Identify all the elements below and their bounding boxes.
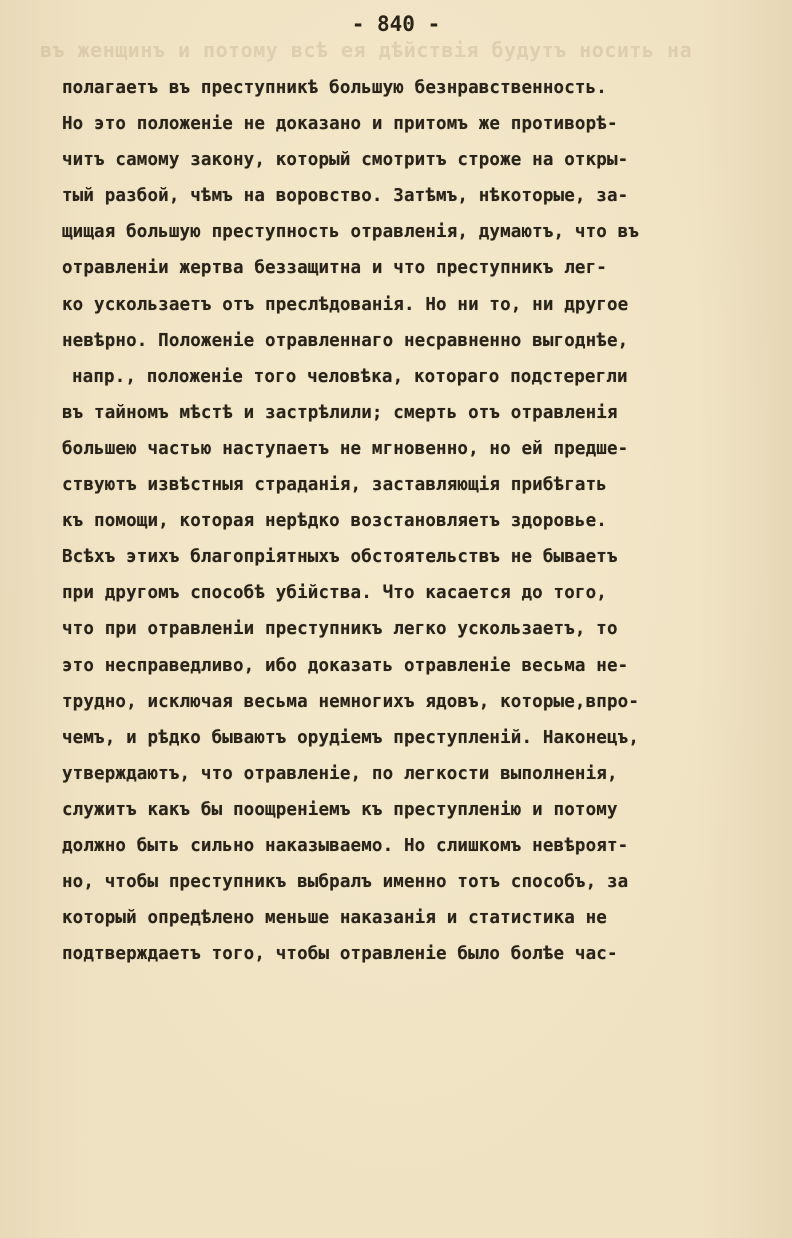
text-line: при другомъ способѣ убійства. Что касается до того,	[62, 583, 607, 604]
page-number: - 840 -	[351, 12, 441, 36]
text-line: полагаетъ въ преступникѣ большую безнравственность.	[62, 78, 607, 98]
text-line: невѣрно. Положеніе отравленнаго несравненно выгоднѣе,	[62, 330, 629, 351]
text-line: напр., положеніе того человѣка, котораго подстерегли	[72, 366, 628, 387]
text-line: тый разбой, чѣмъ на воровство. Затѣмъ, нѣкоторые, за-	[62, 186, 629, 207]
text-line: большею частью наступаетъ не мгновенно, но ей предше-	[62, 438, 629, 459]
text-line: это несправедливо, ибо доказать отравленіе весьма не-	[62, 655, 629, 676]
text-line: подтверждаетъ того, чтобы отравленіе было болѣе час-	[62, 944, 618, 965]
text-line: отравленіи жертва беззащитна и что преступникъ лег-	[62, 258, 607, 279]
text-line: ко ускользаетъ отъ преслѣдованія. Но ни то, ни другое	[62, 294, 629, 315]
text-line: Но это положеніе не доказано и притомъ же противорѣ-	[62, 114, 618, 135]
text-line: чемъ, и рѣдко бываютъ орудіемъ преступленій. Наконецъ,	[62, 727, 640, 748]
text-line: въ тайномъ мѣстѣ и застрѣлили; смерть отъ отравленія	[62, 402, 618, 423]
text-line: утверждаютъ, что отравленіе, по легкости выполненія,	[62, 763, 618, 784]
text-line: трудно, исключая весьма немногихъ ядовъ, которые,впро-	[62, 691, 640, 712]
bleed-through-text: въ женщинъ и потому всѣ ея дѣйствія будутъ носить на	[40, 38, 693, 62]
text-line: читъ самому закону, который смотритъ строже на откры-	[62, 150, 629, 171]
text-line: къ помощи, которая нерѣдко возстановляетъ здоровье.	[62, 511, 607, 532]
text-line: Всѣхъ этихъ благопріятныхъ обстоятельствъ не бываетъ	[62, 547, 618, 568]
text-line: но, чтобы преступникъ выбралъ именно тотъ способъ, за	[62, 872, 629, 893]
text-line: служитъ какъ бы поощреніемъ къ преступленію и потому	[62, 799, 618, 820]
body-text	[62, 70, 752, 972]
text-line: ствуютъ извѣстныя страданія, заставляющія прибѣгать	[62, 475, 607, 496]
text-line: что при отравленіи преступникъ легко ускользаетъ, то	[62, 619, 618, 640]
text-line: должно быть сильно наказываемо. Но слишкомъ невѣроят-	[62, 835, 629, 856]
text-line: щищая большую преступность отравленія, думаютъ, что въ	[62, 222, 640, 243]
text-line: который опредѣлено меньше наказанія и статистика не	[62, 908, 607, 929]
